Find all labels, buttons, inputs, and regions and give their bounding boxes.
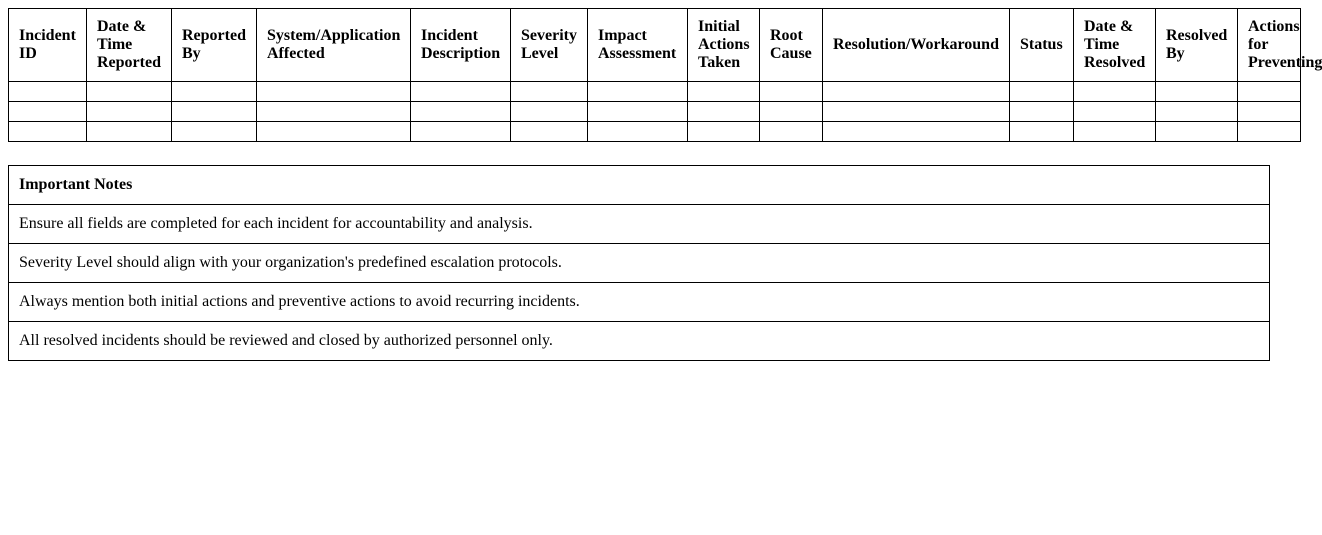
column-header-date-time-reported: Date & Time Reported bbox=[87, 9, 172, 82]
note-row bbox=[9, 322, 1270, 361]
note-text: Always mention both initial actions and preventive actions to avoid recurring incidents. bbox=[9, 283, 1270, 322]
column-header-status: Status bbox=[1010, 9, 1074, 82]
table-cell[interactable] bbox=[87, 122, 172, 142]
notes-heading-row bbox=[9, 166, 1270, 205]
table-cell[interactable] bbox=[760, 102, 823, 122]
table-cell[interactable] bbox=[172, 102, 257, 122]
column-header-incident-description: Incident Description bbox=[411, 9, 511, 82]
table-cell[interactable] bbox=[1156, 102, 1238, 122]
table-cell[interactable] bbox=[87, 102, 172, 122]
table-cell[interactable] bbox=[823, 82, 1010, 102]
table-cell[interactable] bbox=[1010, 102, 1074, 122]
table-row bbox=[9, 122, 1301, 142]
table-cell[interactable] bbox=[588, 82, 688, 102]
table-cell[interactable] bbox=[172, 122, 257, 142]
table-cell[interactable] bbox=[257, 102, 411, 122]
table-cell[interactable] bbox=[411, 102, 511, 122]
table-cell[interactable] bbox=[1010, 82, 1074, 102]
table-cell[interactable] bbox=[1156, 122, 1238, 142]
table-cell[interactable] bbox=[588, 102, 688, 122]
table-cell[interactable] bbox=[688, 122, 760, 142]
table-cell[interactable] bbox=[172, 82, 257, 102]
note-row bbox=[9, 205, 1270, 244]
important-notes-table bbox=[8, 165, 1270, 361]
table-row bbox=[9, 82, 1301, 102]
table-cell[interactable] bbox=[760, 82, 823, 102]
table-cell[interactable] bbox=[1238, 122, 1301, 142]
table-cell[interactable] bbox=[257, 82, 411, 102]
note-text: Ensure all fields are completed for each incident for accountability and analysis. bbox=[9, 205, 1270, 244]
table-cell[interactable] bbox=[1156, 82, 1238, 102]
notes-heading: Important Notes bbox=[9, 166, 1270, 205]
column-header-root-cause: Root Cause bbox=[760, 9, 823, 82]
column-header-reported-by: Reported By bbox=[172, 9, 257, 82]
table-cell[interactable] bbox=[688, 102, 760, 122]
table-cell[interactable] bbox=[688, 82, 760, 102]
column-header-impact-assessment: Impact Assessment bbox=[588, 9, 688, 82]
table-cell[interactable] bbox=[1238, 82, 1301, 102]
note-row bbox=[9, 283, 1270, 322]
table-cell[interactable] bbox=[1074, 102, 1156, 122]
note-text: All resolved incidents should be reviewed and closed by authorized personnel only. bbox=[9, 322, 1270, 361]
column-header-severity-level: Severity Level bbox=[511, 9, 588, 82]
table-cell[interactable] bbox=[1074, 82, 1156, 102]
table-cell[interactable] bbox=[1010, 122, 1074, 142]
table-cell[interactable] bbox=[411, 122, 511, 142]
column-header-system-affected: System/Application Affected bbox=[257, 9, 411, 82]
table-cell[interactable] bbox=[1074, 122, 1156, 142]
note-row bbox=[9, 244, 1270, 283]
table-cell[interactable] bbox=[760, 122, 823, 142]
table-cell[interactable] bbox=[511, 122, 588, 142]
column-header-incident-id: Incident ID bbox=[9, 9, 87, 82]
table-cell[interactable] bbox=[87, 82, 172, 102]
note-text: Severity Level should align with your organization's predefined escalation protocols. bbox=[9, 244, 1270, 283]
table-cell[interactable] bbox=[588, 122, 688, 142]
column-header-resolution: Resolution/Workaround bbox=[823, 9, 1010, 82]
table-header-row bbox=[9, 9, 1301, 82]
table-cell[interactable] bbox=[257, 122, 411, 142]
column-header-initial-actions: Initial Actions Taken bbox=[688, 9, 760, 82]
table-cell[interactable] bbox=[9, 122, 87, 142]
table-cell[interactable] bbox=[823, 102, 1010, 122]
table-cell[interactable] bbox=[511, 82, 588, 102]
column-header-date-time-resolved: Date & Time Resolved bbox=[1074, 9, 1156, 82]
table-cell[interactable] bbox=[511, 102, 588, 122]
table-row bbox=[9, 102, 1301, 122]
table-cell[interactable] bbox=[823, 122, 1010, 142]
incident-log-table bbox=[8, 8, 1322, 142]
column-header-preventive-actions: Actions for Preventing bbox=[1238, 9, 1301, 82]
table-cell[interactable] bbox=[411, 82, 511, 102]
column-header-resolved-by: Resolved By bbox=[1156, 9, 1238, 82]
table-cell[interactable] bbox=[9, 82, 87, 102]
table-cell[interactable] bbox=[1238, 102, 1301, 122]
table-cell[interactable] bbox=[9, 102, 87, 122]
